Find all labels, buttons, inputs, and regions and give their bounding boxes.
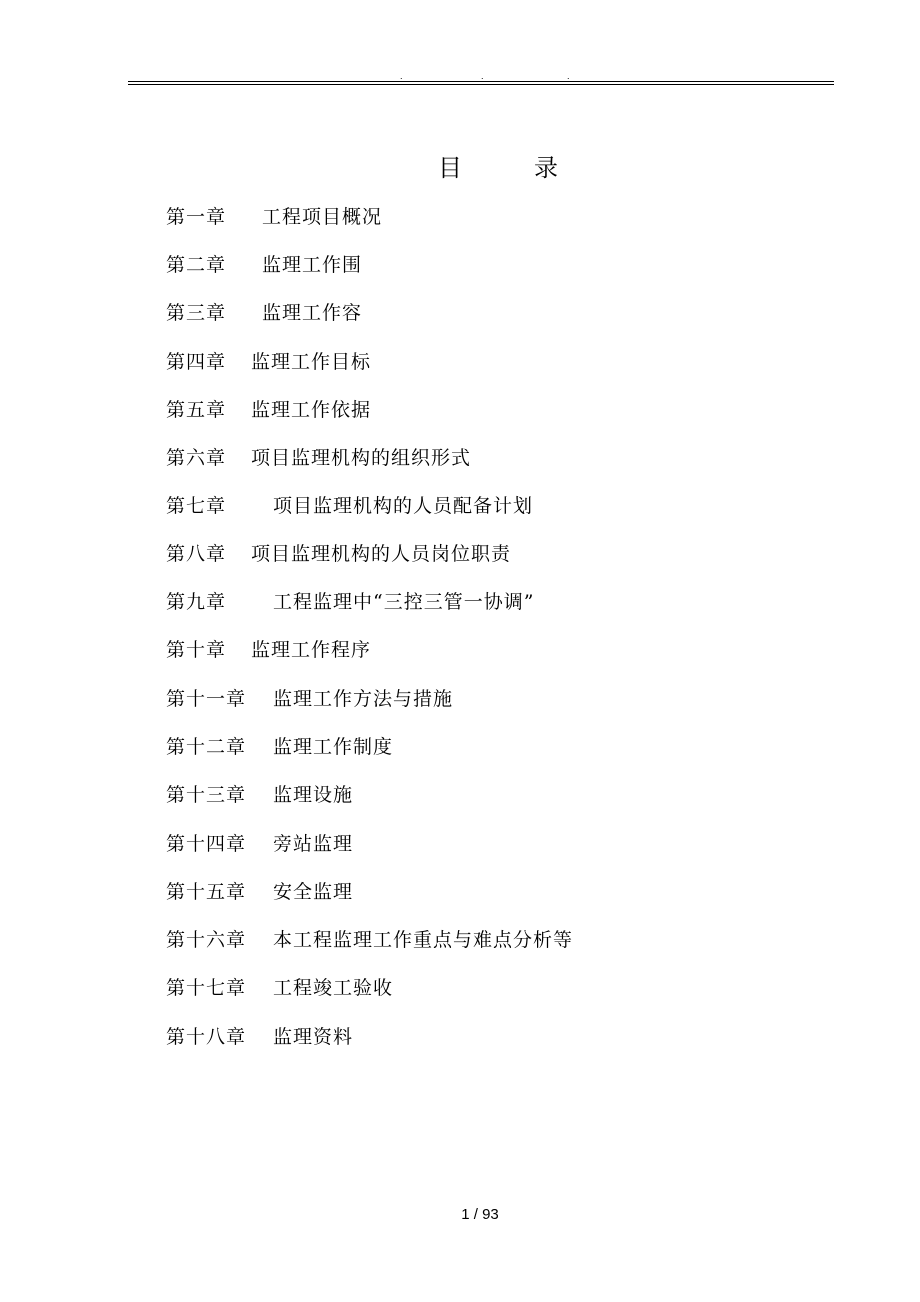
toc-entry-number: 第四章 [166,351,227,373]
toc-entry-title: 工程监理中“三控三管一协调” [273,591,535,613]
toc-entry-number: 第八章 [166,543,227,565]
toc-entry-title: 监理工作围 [262,254,363,276]
toc-entry-number: 第十一章 [166,688,247,710]
header-dot: . [567,71,570,81]
toc-entry-title: 监理资料 [273,1026,354,1048]
toc-entry-title: 监理工作目标 [251,351,372,373]
toc-entry-number: 第七章 [166,495,227,517]
toc-entry-title: 旁站监理 [273,833,354,855]
toc-entry-title: 监理工作程序 [251,639,372,661]
header-rule-bottom [128,84,834,85]
toc-entry-title: 工程项目概况 [262,206,383,228]
toc-entry-number: 第十七章 [166,977,247,999]
toc-entry-title: 监理工作制度 [273,736,394,758]
header-dot: . [400,71,403,81]
toc-entry-number: 第十四章 [166,833,247,855]
toc-entry-number: 第三章 [166,302,227,324]
toc-entry-number: 第五章 [166,399,227,421]
toc-entry-title: 项目监理机构的组织形式 [251,447,472,469]
toc-entry-title: 监理工作容 [262,302,363,324]
toc-entry-title: 监理工作依据 [251,399,372,421]
toc-entry-number: 第九章 [166,591,227,613]
toc-entry-number: 第六章 [166,447,227,469]
toc-title-char: 录 [534,154,558,182]
toc-entry-title: 监理设施 [273,784,354,806]
header-dot: . [481,71,484,81]
toc-entry-number: 第十二章 [166,736,247,758]
toc-entry-title: 安全监理 [273,881,354,903]
page-number: 1 / 93 [461,1206,499,1223]
toc-entry-number: 第二章 [166,254,227,276]
toc-entry-number: 第一章 [166,206,227,228]
toc-entry-number: 第十六章 [166,929,247,951]
toc-entry-number: 第十章 [166,639,227,661]
toc-entry-title: 本工程监理工作重点与难点分析等 [273,929,574,951]
toc-entry-number: 第十八章 [166,1026,247,1048]
header-rule-top [128,81,834,82]
toc-entry-number: 第十三章 [166,784,247,806]
toc-entry-title: 工程竣工验收 [273,977,394,999]
toc-entry-number: 第十五章 [166,881,247,903]
toc-entry-title: 项目监理机构的人员岗位职责 [251,543,512,565]
toc-title-char: 目 [438,154,462,182]
toc-entry-title: 项目监理机构的人员配备计划 [273,495,534,517]
toc-entry-title: 监理工作方法与措施 [273,688,454,710]
